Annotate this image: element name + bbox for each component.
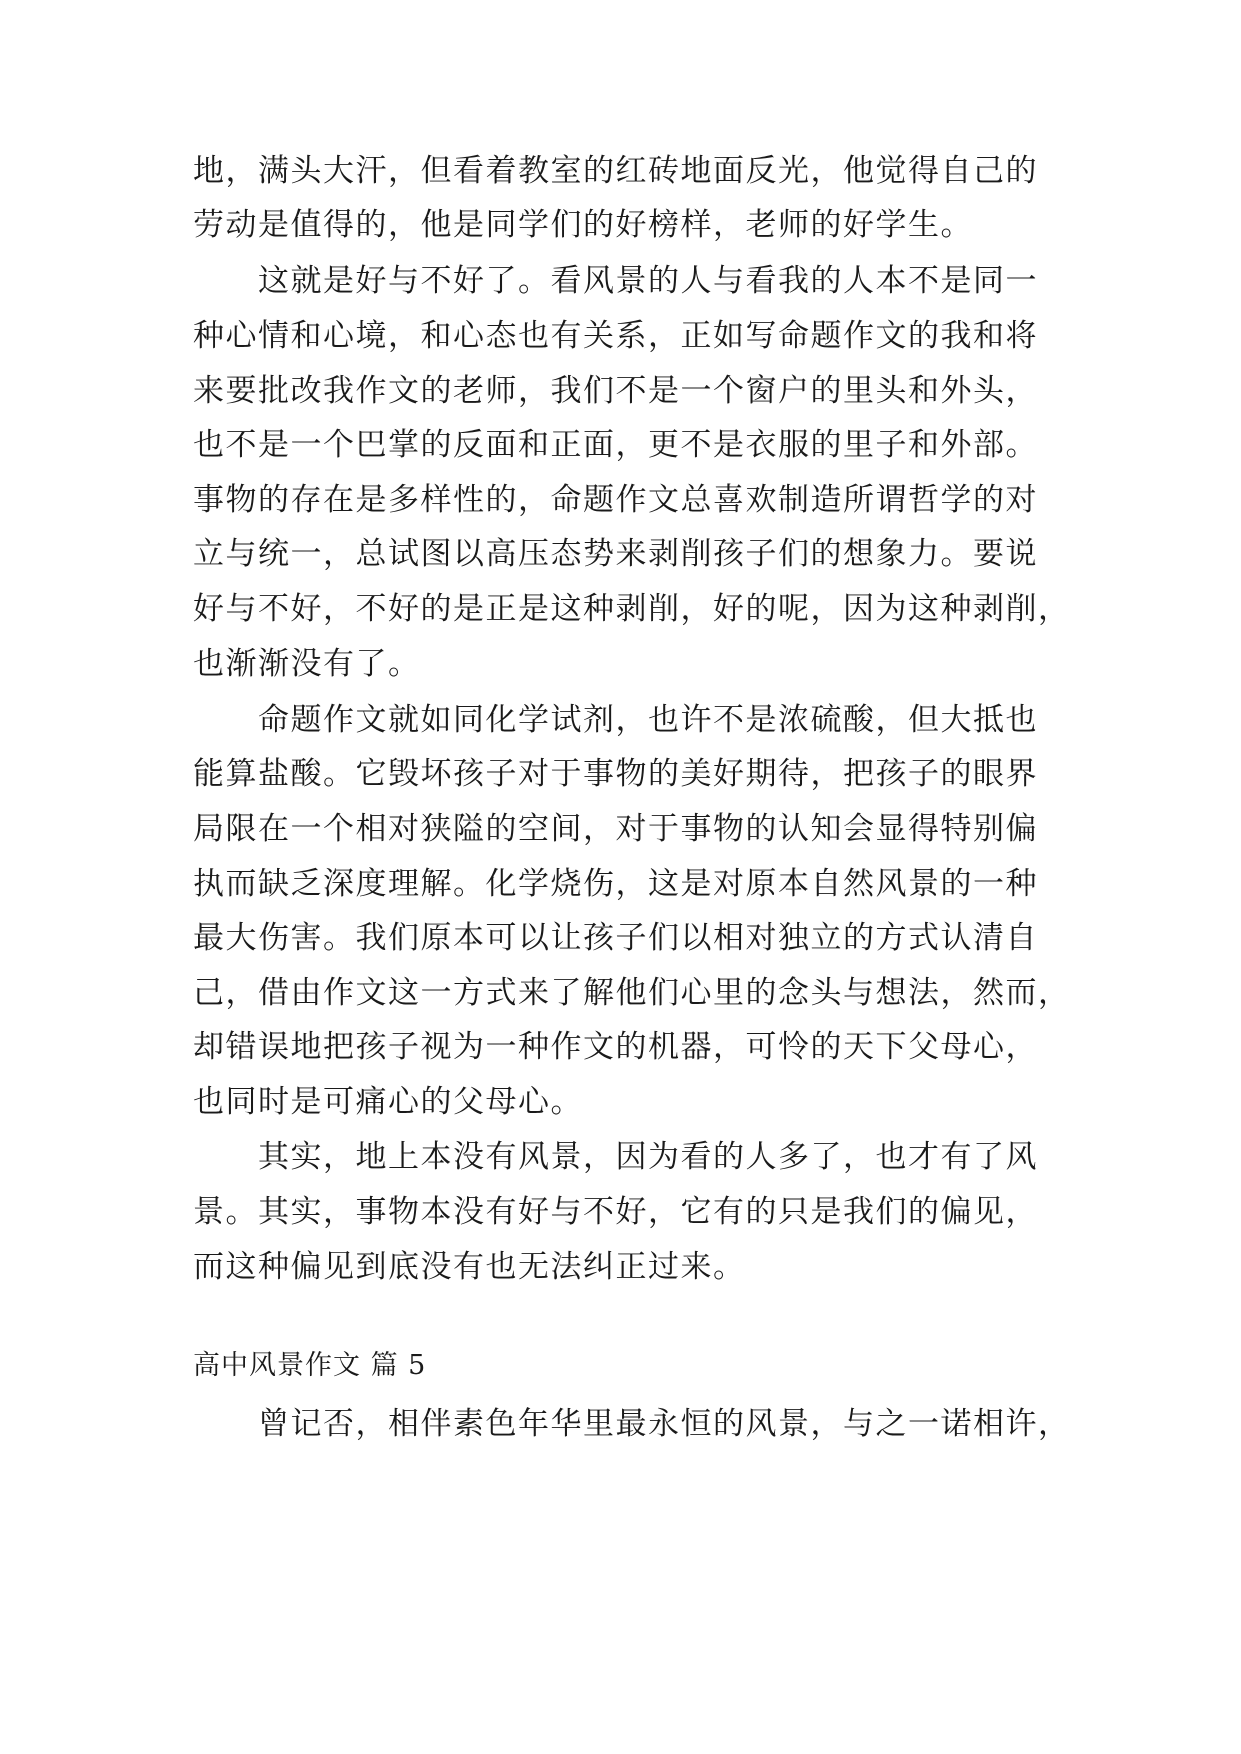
paragraph-3-line-3: 局限在一个相对狭隘的空间，对于事物的认知会显得特别偏 (193, 811, 1038, 847)
paragraph-3-line-6: 己，借由作文这一方式来了解他们心里的念头与想法，然而， (193, 975, 1071, 1011)
paragraph-2-line-5: 事物的存在是多样性的，命题作文总喜欢制造所谓哲学的对 (193, 482, 1038, 518)
paragraph-1-line-2: 劳动是值得的，他是同学们的好榜样，老师的好学生。 (193, 207, 973, 243)
paragraph-4-line-2: 景。其实，事物本没有好与不好，它有的只是我们的偏见， (193, 1194, 1038, 1230)
paragraph-3-line-2: 能算盐酸。它毁坏孩子对于事物的美好期待，把孩子的眼界 (193, 756, 1038, 792)
section-heading: 高中风景作文 篇 5 (193, 1350, 427, 1381)
paragraph-2-line-8: 也渐渐没有了。 (193, 646, 421, 682)
paragraph-2-line-3: 来要批改我作文的老师，我们不是一个窗户的里头和外头， (193, 373, 1038, 409)
paragraph-2-line-7: 好与不好，不好的是正是这种剥削，好的呢，因为这种剥削， (193, 591, 1071, 627)
paragraph-2-line-1: 这就是好与不好了。看风景的人与看我的人本不是同一 (258, 263, 1038, 299)
paragraph-3-line-5: 最大伤害。我们原本可以让孩子们以相对独立的方式认清自 (193, 920, 1038, 956)
section-5-first-line: 曾记否，相伴素色年华里最永恒的风景，与之一诺相许， (258, 1406, 1071, 1442)
paragraph-3-line-8: 也同时是可痛心的父母心。 (193, 1084, 583, 1120)
paragraph-2-line-2: 种心情和心境，和心态也有关系，正如写命题作文的我和将 (193, 318, 1038, 354)
paragraph-4-line-3: 而这种偏见到底没有也无法纠正过来。 (193, 1249, 746, 1285)
paragraph-2-line-6: 立与统一，总试图以高压态势来剥削孩子们的想象力。要说 (193, 536, 1038, 572)
paragraph-4-line-1: 其实，地上本没有风景，因为看的人多了，也才有了风 (258, 1139, 1038, 1175)
paragraph-2-line-4: 也不是一个巴掌的反面和正面，更不是衣服的里子和外部。 (193, 427, 1038, 463)
paragraph-3-line-4: 执而缺乏深度理解。化学烧伤，这是对原本自然风景的一种 (193, 866, 1038, 902)
paragraph-3-line-7: 却错误地把孩子视为一种作文的机器，可怜的天下父母心， (193, 1029, 1038, 1065)
paragraph-1-line-1: 地，满头大汗，但看着教室的红砖地面反光，他觉得自己的 (193, 153, 1038, 189)
paragraph-3-line-1: 命题作文就如同化学试剂，也许不是浓硫酸，但大抵也 (258, 702, 1038, 738)
